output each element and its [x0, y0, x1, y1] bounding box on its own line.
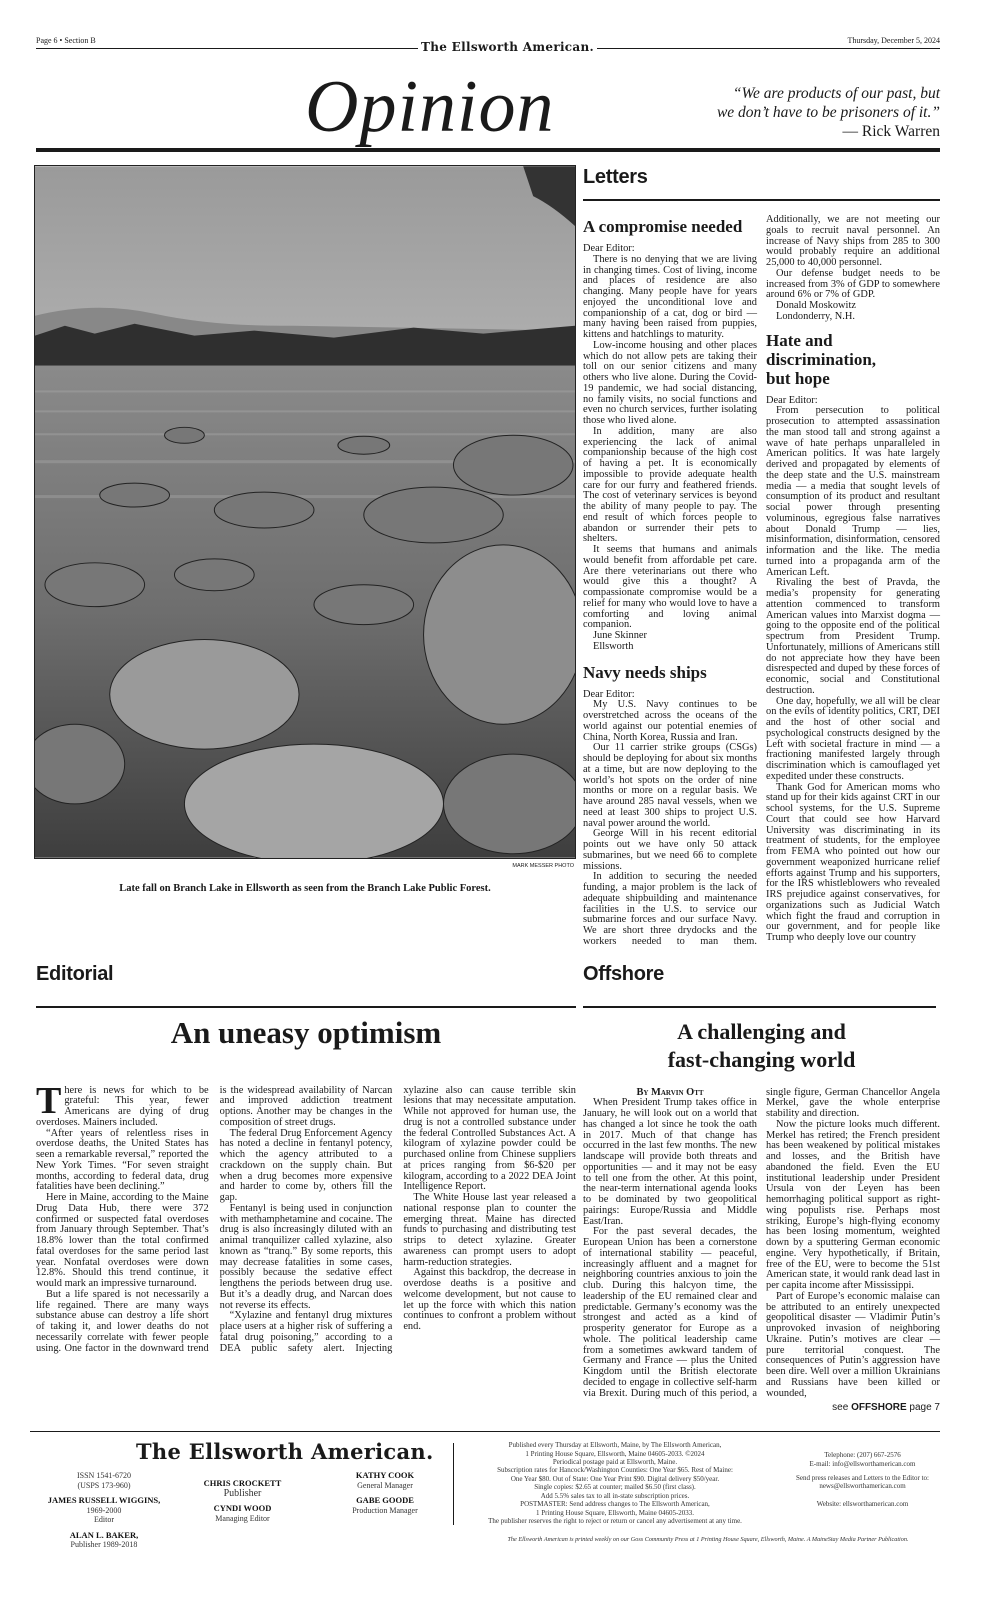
issn: ISSN 1541-6720 [76, 1471, 131, 1481]
page-title: Opinion [305, 66, 555, 148]
jump-see: see [832, 1402, 849, 1414]
paragraph: There is no denying that we are living in changing times. Cost of living, income and places of residence are also changing. Many people have for years enjoyed the unconditional love and companionship of a cat, dog or bird — many having been raised from puppies, kittens and hatchlings to maturity. [583, 253, 757, 340]
paragraph: From persecution to political prosecution to attempted assassination the man stood tall and strong against a wave of hate perhaps unparalleled in American politics. It was hate largely derived and propagated by elements of the deep state and the U.S. mainstream media — a media that sought levels of consumption of its product and resultant social power through presenting voluminous, egregious false narratives about Donald Trump — lies, misinformation, disinformation, censored information and the like. The media turned into a propaganda arm of the American Left. [766, 405, 940, 578]
letters-section-label: Letters [583, 166, 648, 188]
paragraph: Thank God for American moms who stand up for their kids against CRT in our school systems, for the U.S. Supreme Court that could see how Harvard University was discriminating in its treatment of students, for the employee from FEMA who pointed out how our government weaponized hurricane relief efforts against Trump and his supporters, for the IRS whistleblowers who revealed IRS prejudice against conservatives, for organizations such as Judicial Watch which fight the fraud and corruption in our government, and for people like Trump who deeply love our country [766, 781, 940, 943]
title-rule [36, 148, 940, 152]
masthead-logo: The Ellsworth American. [418, 40, 597, 54]
quote-author: — Rick Warren [842, 123, 940, 140]
headline-line: fast-changing world [667, 1046, 856, 1072]
staff-years: 1969-2000 [86, 1505, 122, 1515]
lake-photo [34, 165, 576, 859]
pub-line: The publisher reserves the right to reject or return or cancel any advertisement at any time. [488, 1516, 742, 1525]
paragraph: Part of Europe’s economic malaise can be attributed to an entirely unexpected geopolitical disaster — Vladimir Putin’s unprovoked invasion of neighboring Ukraine. Putin’s motives are clear — pure territorial conquest. The consequences of Putin’s aggression have been dire. Well over a million Ukrainians and Russians have been killed or wounded, [766, 1290, 940, 1399]
email-link[interactable]: E-mail: info@ellsworthamerican.com [809, 1459, 916, 1468]
letters-block [583, 165, 940, 948]
quote-line: “We are products of our past, but [732, 85, 940, 102]
editorial-headline: An uneasy optimism [170, 1014, 442, 1050]
paragraph: When President Trump takes office in January, he will look out on a world that has changed a lot since he took the oath in 2017. Much of that change has occurred in the last few months. The new landscape will provide both threats and opportunities — and it may not be easy to tell one from the other. At this point, the near-term international agenda looks to be dominated by two geopolitical pairings: Europe/Russia and Middle East/Iran. [583, 1097, 757, 1227]
staff-name: CYNDI WOOD [213, 1503, 272, 1514]
footer-rule [30, 1431, 940, 1432]
paragraph: The White House last year released a national response plan to counter the emerging threat. Maine has directed funds to purchasing and distributing test strips to detect xylazine. Greater awareness can prompt users to adopt harm-reduction strategies. [403, 1192, 576, 1268]
printed-note: The Ellsworth American is printed weekly on our Goss Community Press at 1 Printing House Square, Ellsworth, Maine. A MaineStay Media Partner Publication. [507, 1536, 909, 1544]
staff-name: KATHY COOK [355, 1470, 415, 1481]
staff-name: GABE GOODE [356, 1495, 414, 1506]
letter-headline: Navy needs ships [583, 662, 707, 682]
pub-line: Periodical postage paid at Ellsworth, Maine. [552, 1458, 678, 1467]
salutation: Dear Editor: [583, 243, 635, 254]
staff-role: Publisher 1989-2018 [70, 1540, 138, 1550]
website-link[interactable]: Website: ellsworthamerican.com [816, 1499, 909, 1508]
staff-role: Production Manager [352, 1505, 418, 1515]
issue-date: Thursday, December 5, 2024 [847, 36, 940, 45]
editorial-body [36, 1079, 576, 1355]
photo-credit: MARK MESSER PHOTO [512, 863, 574, 869]
offshore-section-label: Offshore [583, 962, 664, 985]
jump-target: OFFSHORE [851, 1402, 907, 1414]
pub-line: Add 5.5% sales tax to all in-state subscription prices. [540, 1491, 690, 1500]
paragraph: Our 11 carrier strike groups (CSGs) should be deploying for about six months at a time, but are now deploying to the world’s hot spots on the order of nine months or more on a regular basis. We have around 285 naval vessels, when we need at least 300 ships to project U.S. naval power around the world. [583, 742, 757, 829]
offshore-rule [583, 1006, 936, 1008]
paragraph: Here in Maine, according to the Maine Drug Data Hub, there were 372 confirmed or suspected fatal overdoses from January through September. That’s 18.8% lower than the total confirmed fatal overdoses for the same period last year. Nonfatal overdoses were down 12.8%. Should this trend continue, it would mark an impressive turnaround. [36, 1192, 209, 1289]
staff-name: ALAN L. BAKER, [69, 1529, 139, 1540]
paragraph: Low-income housing and other places which do not allow pets are taking their toll on our senior citizens and many others who live alone. During the Covid-19 pandemic, we had social distancing, no family visits, no social functions and even no church services, further isolating those who lived alone. [583, 339, 757, 426]
byline: By Marvin Ott [636, 1086, 704, 1098]
paragraph: Now the picture looks much different. Merkel has retired; the French president has been weakened by political mistakes and losses, and the British have abandoned the field. Even the EU institutional leadership under President Ursula von der Leyen has been hemorrhaging political support as right-wing populists rise. Perhaps most striking, Europe’s high-flying economy has been losing momentum, weighted down by a sputtering German economic engine. Very hypothetically, if Britain, free of the EU, were to become the 51st American state, it would rank dead last in per capita income after Mississippi. [766, 1118, 940, 1291]
pub-line: Published every Thursday at Ellsworth, Maine, by The Ellsworth American, [508, 1441, 722, 1450]
paragraph: My U.S. Navy continues to be overstretched across the oceans of the world against our potential enemies of China, North Korea, Russia and Iran. [583, 699, 757, 743]
paragraph: Fentanyl is being used in conjunction with methamphetamine and cocaine. The drug is also increasingly diluted with an animal tranquilizer called xylazine, also known as “tranq.” By some reports, this may decrease fatalities in some cases, possibly because the sedative effect lengthens the periods between drug use. But it’s a deadly drug, and Narcan does not reverse its effects. [219, 1202, 393, 1311]
paragraph: George Will in his recent editorial points out we have only 50 attack submarines, but we need 66 to complete missions. [583, 828, 757, 872]
usps: (USPS 173-960) [77, 1480, 131, 1490]
photo-block [34, 165, 576, 948]
page-header [0, 0, 1008, 165]
offshore-body [583, 1088, 940, 1400]
photo-caption: Late fall on Branch Lake in Ellsworth as seen from the Branch Lake Public Forest. [119, 883, 491, 894]
pub-line: 1 Printing House Square, Ellsworth, Maine 04605-2033. [535, 1508, 695, 1517]
footer-divider [453, 1443, 454, 1525]
pub-line: Subscription rates for Hancock/Washington Counties: One Year $65. Rest of Maine: [497, 1466, 733, 1475]
editorial-rule [36, 1006, 576, 1008]
paragraph: One day, hopefully, we all will be clear on the evils of identity politics, CRT, DEI and the host of other social and psychological constructs designed by the Left with societal fracture in mind — a fractioning manifested largely through discrimination which is camouflaged yet expedited under these constructs. [766, 695, 940, 782]
salutation: Dear Editor: [766, 394, 818, 406]
paragraph: Against this backdrop, the decrease in overdose deaths is a positive and welcome development, but not cause to let up the force with which this nation continues to confront a problem without end. [403, 1267, 576, 1332]
publishing-info [460, 1441, 770, 1525]
pub-line: One Year $80. Out of State: One Year Print $90. Digital delivery $50/year. [510, 1474, 720, 1483]
letters-body [583, 215, 940, 948]
pub-line: 1 Printing House Square, Ellsworth, Maine 04605-2033. ©2024 [525, 1449, 705, 1458]
paragraph: There is news for which to be grateful: This year, fewer Americans are dying of drug overdoses. Mainers included. [36, 1079, 209, 1128]
letter [766, 331, 940, 944]
paragraph: For the past several decades, the European Union has been a cornerstone of international stability — peaceful, increasingly affluent and a magnet for neighboring countries anxious to join the club. During this halcyon time, the leadership of the EU remained clear and predictable. Germany’s economy was the strongest and acted as a kind of prosperity generator for Europe as a whole. The political leadership came from a sometimes awkward tandem of Germany and France — plus the United Kingdom until the British electorate decided to engage in collective self-harm via Brexit. During much of this period, a single figure, German Chancellor Angela Merkel, gave the whole enterprise stability and direction. [583, 1086, 940, 1399]
headline-line: A challenging and [677, 1018, 846, 1044]
paragraph: But a life spared is not necessarily a life regained. There are many ways substance abuse can destroy a life short of taking it, and lower deaths do not necessarily correlate with fewer people using. One factor in the downward trend is the widespread availability of Narcan and improved addiction treatment options. Another may be changes in the composition of street drugs. [36, 1084, 393, 1354]
press-email-link[interactable]: news@ellsworthamerican.com [819, 1482, 906, 1491]
letter-headline: Hate and discrimination, but hope [766, 330, 877, 388]
jump-page: page 7 [909, 1402, 940, 1414]
staff-name: CHRIS CROCKETT [203, 1478, 282, 1489]
editorial-block [34, 962, 576, 1414]
pub-line: POSTMASTER: Send address changes to The Ellsworth American, [520, 1500, 710, 1509]
jump-link[interactable] [583, 1402, 940, 1413]
quote-line: we don’t have to be prisoners of it.” [716, 104, 940, 121]
main-grid [34, 165, 940, 1413]
footer-mid-col [185, 1479, 300, 1523]
paragraph: Our defense budget needs to be increased from 3% of GDP to somewhere around 6% or 7% of GDP. [766, 267, 940, 301]
letter-town: Ellsworth [593, 640, 634, 652]
footer [0, 1431, 1008, 1571]
footer-right-col [330, 1471, 440, 1515]
letter-signature: Donald Moskowitz [776, 300, 856, 311]
paragraph: “After years of relentless rises in overdose deaths, the United States has seen a remarkable reversal,” reported the New York Times. “For seven straight months, according to federal data, drug fatalities have been declining.” [36, 1127, 209, 1193]
letter-headline: A compromise needed [583, 217, 743, 236]
paragraph: It seems that humans and animals would benefit from affordable pet care. Are there veterinarians out there who would give this a thought? A compassionate compromise would be a relief for many who would love to have a comforting and loving animal companion. [583, 544, 757, 631]
staff-role: Publisher [223, 1487, 262, 1499]
footer-left-col [40, 1471, 168, 1550]
paragraph: In addition, many are also experiencing the lack of animal companionship because of the high cost of having a pet. It is economically impossible to provide adequate health care for our furry and feathered friends. The cost of veterinary services is beyond the ability of many people to pay. The end result of which forces people to abandon or surrender their pets to shelters. [583, 425, 757, 545]
paragraph: Rivaling the best of Pravda, the media’s propensity for generating attention commenced to transform American values into Marxist dogma — going to the opposite end of the political spectrum from President Trump. Unfortunately, millions of Americans still do not appreciate how they have been disrespected and duped by these forces of economic, social and Constitutional destruction. [766, 577, 940, 696]
footer-logo: The Ellsworth American. [136, 1439, 434, 1465]
staff-role: General Manager [357, 1480, 413, 1490]
pub-line: Single copies: $2.65 at counter; mailed $6.50 (first class). [534, 1483, 696, 1492]
letter [583, 217, 757, 653]
staff-name: JAMES RUSSELL WIGGINS, [47, 1495, 161, 1506]
salutation: Dear Editor: [583, 688, 635, 700]
paragraph: The federal Drug Enforcement Agency has noted a decline in fentanyl potency, which the agency attributed to a crackdown on the supply chain. But when a drug becomes more expensive and harder to come by, others fill the gap. [219, 1127, 393, 1203]
pull-quote [717, 84, 940, 141]
letter-signature: June Skinner [593, 630, 647, 641]
phone: Telephone: (207) 667-2576 [824, 1451, 901, 1460]
offshore-headline [583, 1018, 940, 1074]
offshore-block [583, 962, 940, 1414]
staff-role: Editor [94, 1515, 114, 1525]
editorial-section-label: Editorial [36, 962, 114, 985]
contact-info [780, 1451, 945, 1508]
letters-rule [583, 199, 940, 201]
press-note: Send press releases and Letters to the Editor to: [796, 1474, 929, 1483]
letter-town: Londonderry, N.H. [776, 310, 855, 322]
page-section-label: Page 6 • Section B [36, 36, 96, 45]
staff-role: Managing Editor [215, 1513, 270, 1523]
paragraph: In addition to securing the needed funding, a major problem is the lack of adequate shipbuilding and maintenance facilities in the U.S. to service our submarine forces and our surface Navy. We are short three drydocks and the workers needed to man them. Additionally, we are not meeting our goals to recruit naval personnel. An increase of Navy ships from 285 to 300 would probably require an additional 25,000 to 40,000 personnel. [583, 214, 940, 947]
paragraph: “Xylazine and fentanyl drug mixtures place users at a higher risk of suffering a fatal drug poisoning,” according to a DEA public safety alert. Injecting xylazine also can cause terrible skin lesions that may necessitate amputation. While not approved for human use, the drug is not a controlled substance under the federal Controlled Substances Act. A kilogram of xylazine powder could be purchased online from Chinese suppliers at prices ranging from $6-$20 per kilogram, according to a 2022 DEA Joint Intelligence Report. [219, 1084, 576, 1354]
